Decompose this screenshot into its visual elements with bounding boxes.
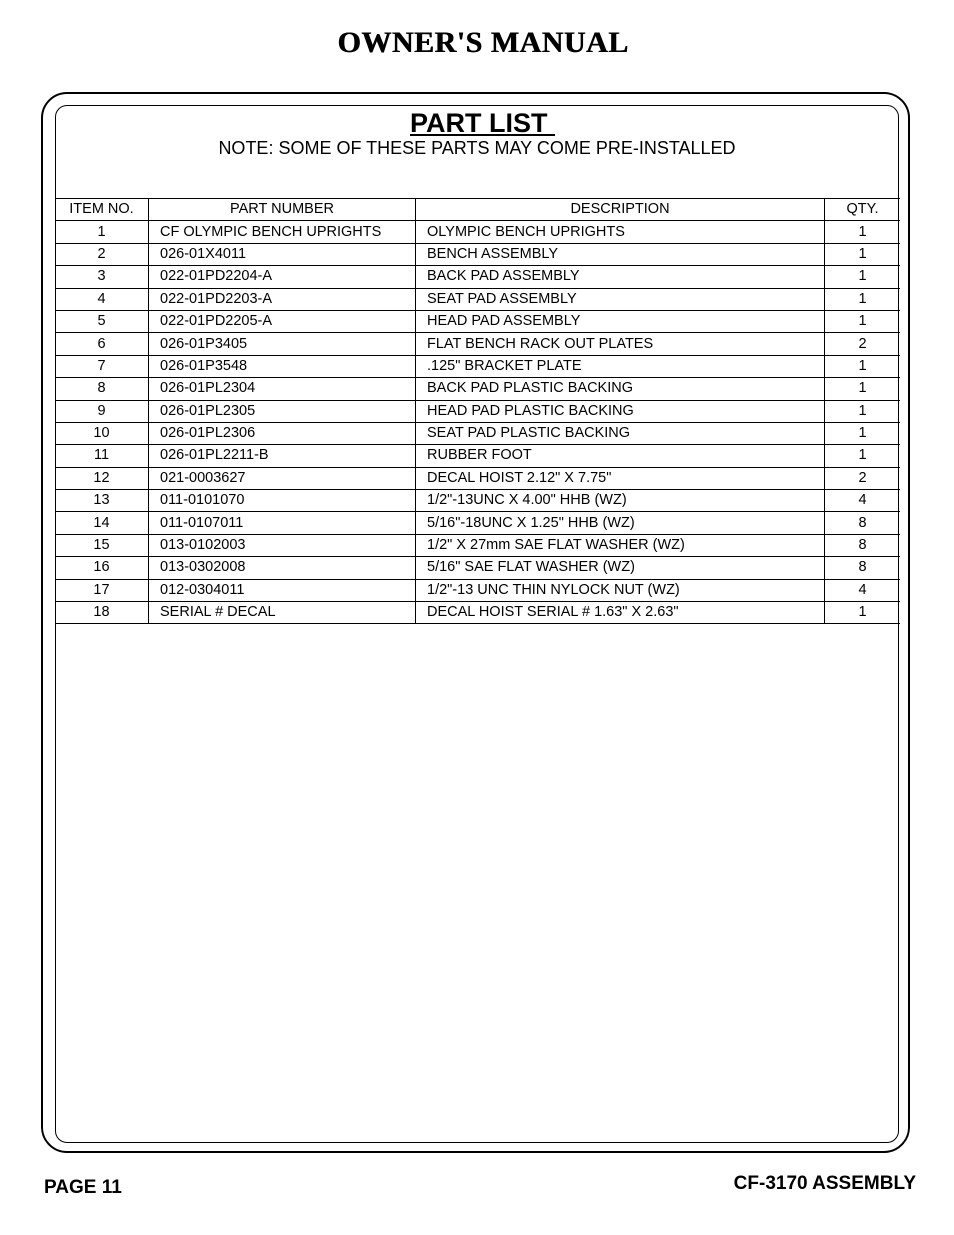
cell-description: BENCH ASSEMBLY [416,243,825,265]
cell-qty: 1 [825,266,901,288]
cell-item-no: 15 [55,534,149,556]
cell-item-no: 8 [55,378,149,400]
table-row [55,557,900,579]
column-header-item-no: ITEM NO. [55,199,149,221]
table-row [55,333,900,355]
cell-qty: 1 [825,288,901,310]
cell-part-number: 026-01P3548 [149,355,416,377]
cell-description: 1/2"-13 UNC THIN NYLOCK NUT (WZ) [416,579,825,601]
table-row [55,266,900,288]
cell-qty: 2 [825,333,901,355]
cell-part-number: 026-01PL2211-B [149,445,416,467]
cell-qty: 8 [825,557,901,579]
table-header-row [55,199,900,221]
cell-item-no: 3 [55,266,149,288]
parts-table [55,198,900,624]
cell-qty: 8 [825,512,901,534]
cell-item-no: 13 [55,490,149,512]
cell-qty: 1 [825,400,901,422]
table-row [55,579,900,601]
cell-part-number: 011-0107011 [149,512,416,534]
cell-item-no: 5 [55,310,149,332]
column-header-description: DESCRIPTION [416,199,825,221]
table-row [55,490,900,512]
table-row [55,288,900,310]
manual-title: OWNER'S MANUAL [337,26,629,59]
cell-part-number: 013-0302008 [149,557,416,579]
cell-part-number: 026-01PL2304 [149,378,416,400]
cell-description: 1/2" X 27mm SAE FLAT WASHER (WZ) [416,534,825,556]
cell-qty: 1 [825,243,901,265]
cell-qty: 1 [825,378,901,400]
cell-part-number: 021-0003627 [149,467,416,489]
cell-description: DECAL HOIST SERIAL # 1.63" X 2.63" [416,602,825,624]
cell-part-number: 012-0304011 [149,579,416,601]
cell-description: HEAD PAD ASSEMBLY [416,310,825,332]
table-row [55,445,900,467]
cell-description: DECAL HOIST 2.12" X 7.75" [416,467,825,489]
table-row [55,378,900,400]
cell-qty: 1 [825,355,901,377]
cell-description: 5/16" SAE FLAT WASHER (WZ) [416,557,825,579]
cell-qty: 1 [825,422,901,444]
cell-description: RUBBER FOOT [416,445,825,467]
cell-part-number: 026-01PL2305 [149,400,416,422]
cell-part-number: CF OLYMPIC BENCH UPRIGHTS [149,221,416,243]
cell-description: BACK PAD PLASTIC BACKING [416,378,825,400]
column-header-qty: QTY. [825,199,901,221]
cell-description: HEAD PAD PLASTIC BACKING [416,400,825,422]
cell-qty: 1 [825,602,901,624]
cell-item-no: 1 [55,221,149,243]
part-list-title: PART LIST [410,108,555,138]
cell-description: 1/2"-13UNC X 4.00" HHB (WZ) [416,490,825,512]
cell-description: BACK PAD ASSEMBLY [416,266,825,288]
cell-description: SEAT PAD PLASTIC BACKING [416,422,825,444]
cell-description: FLAT BENCH RACK OUT PLATES [416,333,825,355]
cell-item-no: 14 [55,512,149,534]
cell-part-number: SERIAL # DECAL [149,602,416,624]
cell-qty: 1 [825,310,901,332]
table-row [55,467,900,489]
column-header-part-number: PART NUMBER [149,199,416,221]
cell-part-number: 022-01PD2203-A [149,288,416,310]
cell-part-number: 011-0101070 [149,490,416,512]
cell-part-number: 026-01PL2306 [149,422,416,444]
table-row [55,512,900,534]
cell-item-no: 12 [55,467,149,489]
cell-item-no: 18 [55,602,149,624]
table-row [55,355,900,377]
cell-item-no: 6 [55,333,149,355]
table-row [55,243,900,265]
cell-item-no: 9 [55,400,149,422]
cell-part-number: 026-01P3405 [149,333,416,355]
cell-qty: 4 [825,579,901,601]
cell-part-number: 013-0102003 [149,534,416,556]
cell-qty: 1 [825,445,901,467]
cell-qty: 2 [825,467,901,489]
cell-part-number: 026-01X4011 [149,243,416,265]
parts-table-body [55,221,900,624]
table-row [55,534,900,556]
page-number: PAGE 11 [44,1177,122,1198]
table-row [55,602,900,624]
table-row [55,310,900,332]
table-row [55,221,900,243]
model-assembly-label: CF-3170 ASSEMBLY [733,1173,916,1194]
cell-item-no: 16 [55,557,149,579]
table-row [55,400,900,422]
cell-item-no: 17 [55,579,149,601]
table-row [55,422,900,444]
part-list-note: NOTE: SOME OF THESE PARTS MAY COME PRE-INSTALLED [218,138,736,158]
cell-qty: 1 [825,221,901,243]
cell-description: SEAT PAD ASSEMBLY [416,288,825,310]
cell-item-no: 10 [55,422,149,444]
cell-qty: 4 [825,490,901,512]
cell-item-no: 11 [55,445,149,467]
cell-item-no: 4 [55,288,149,310]
cell-item-no: 2 [55,243,149,265]
cell-description: 5/16"-18UNC X 1.25" HHB (WZ) [416,512,825,534]
cell-description: .125" BRACKET PLATE [416,355,825,377]
cell-description: OLYMPIC BENCH UPRIGHTS [416,221,825,243]
cell-part-number: 022-01PD2205-A [149,310,416,332]
cell-qty: 8 [825,534,901,556]
cell-part-number: 022-01PD2204-A [149,266,416,288]
cell-item-no: 7 [55,355,149,377]
